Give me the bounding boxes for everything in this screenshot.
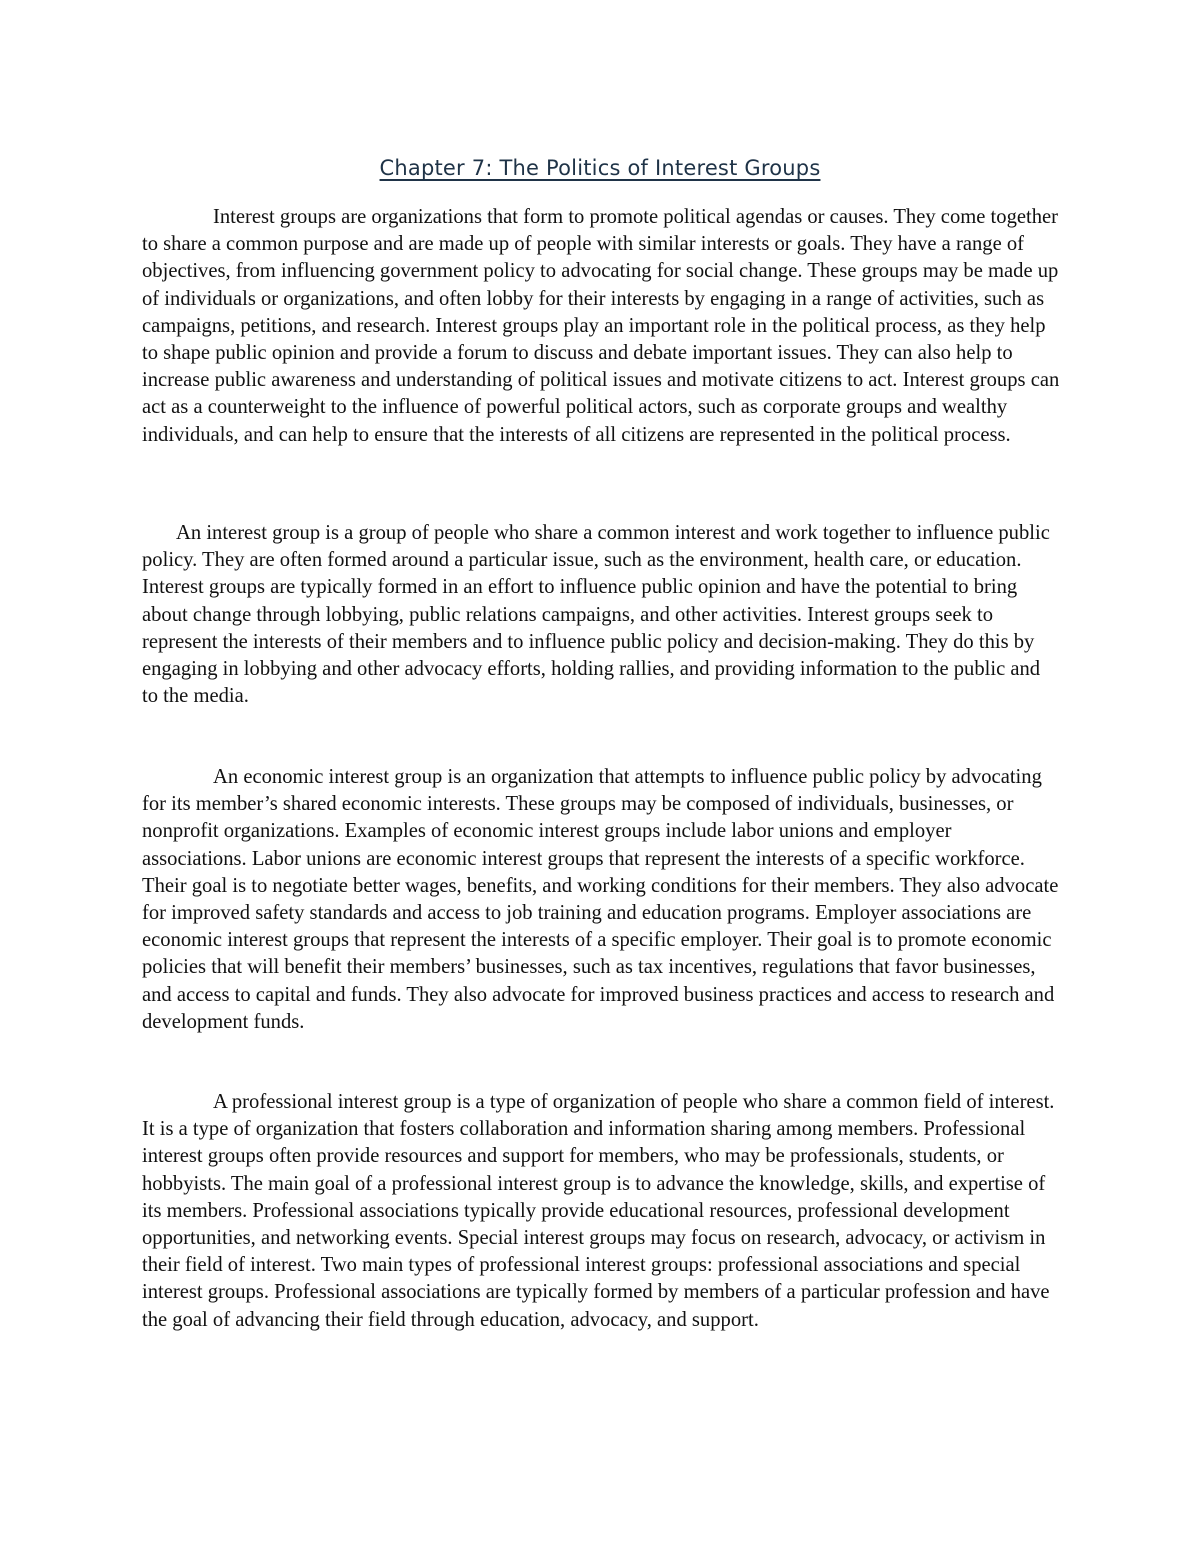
paragraph-interest-groups-overview: Interest groups are organizations that form to promote political agendas or causes. They come together to share a common purpose and are made up of people with similar interests or goals. They have a range of objectives, from influencing government policy to advocating for social change. These groups may be made up of individuals or organizations, and often lobby for their interests by engaging in a range of activities, such as campaigns, petitions, and research. Interest groups play an important role in the political process, as they help to shape public opinion and provide a forum to discuss and debate important issues. They can also help to increase public awareness and understanding of political issues and motivate citizens to act. Interest groups can act as a counterweight to the influence of powerful political actors, such as corporate groups and wealthy individuals, and can help to ensure that the interests of all citizens are represented in the political process. — [142, 206, 1060, 446]
paragraph-interest-group-definition: An interest group is a group of people who share a common interest and work together to influence public policy. They are often formed around a particular issue, such as the environment, health care, or education. Interest groups are typically formed in an effort to influence public opinion and have the potential to bring about change through lobbying, public relations campaigns, and other activities. Interest groups seek to represent the interests of their members and to influence public policy and decision-making. They do this by engaging in lobbying and other advocacy efforts, holding rallies, and providing information to the public and to the media. — [142, 522, 1050, 708]
paragraph-economic-interest-group: An economic interest group is an organization that attempts to influence public policy by advocating for its member’s shared economic interests. These groups may be composed of individuals, businesses, or nonprofit organizations. Examples of economic interest groups include labor unions and employer associations. Labor unions are economic interest groups that represent the interests of a specific workforce. Their goal is to negotiate better wages, benefits, and working conditions for their members. They also advocate for improved safety standards and access to job training and education programs. Employer associations are economic interest groups that represent the interests of a specific employer. Their goal is to promote economic policies that will benefit their members’ businesses, such as tax incentives, regulations that favor businesses, and access to capital and funds. They also advocate for improved business practices and access to research and development funds. — [142, 766, 1059, 1033]
paragraph-professional-interest-group: A professional interest group is a type of organization of people who share a common field of interest. It is a type of organization that fosters collaboration and information sharing among members. Professional interest groups often provide resources and support for members, who may be professionals, students, or hobbyists. The main goal of a professional interest group is to advance the knowledge, skills, and expertise of its members. Professional associations typically provide educational resources, professional development opportunities, and networking events. Special interest groups may focus on research, advocacy, or activism in their field of interest. Two main types of professional interest groups: professional associations and special interest groups. Professional associations are typically formed by members of a particular profession and have the goal of advancing their field through education, advocacy, and support. — [142, 1091, 1055, 1331]
chapter-title: Chapter 7: The Politics of Interest Groups — [379, 156, 821, 180]
